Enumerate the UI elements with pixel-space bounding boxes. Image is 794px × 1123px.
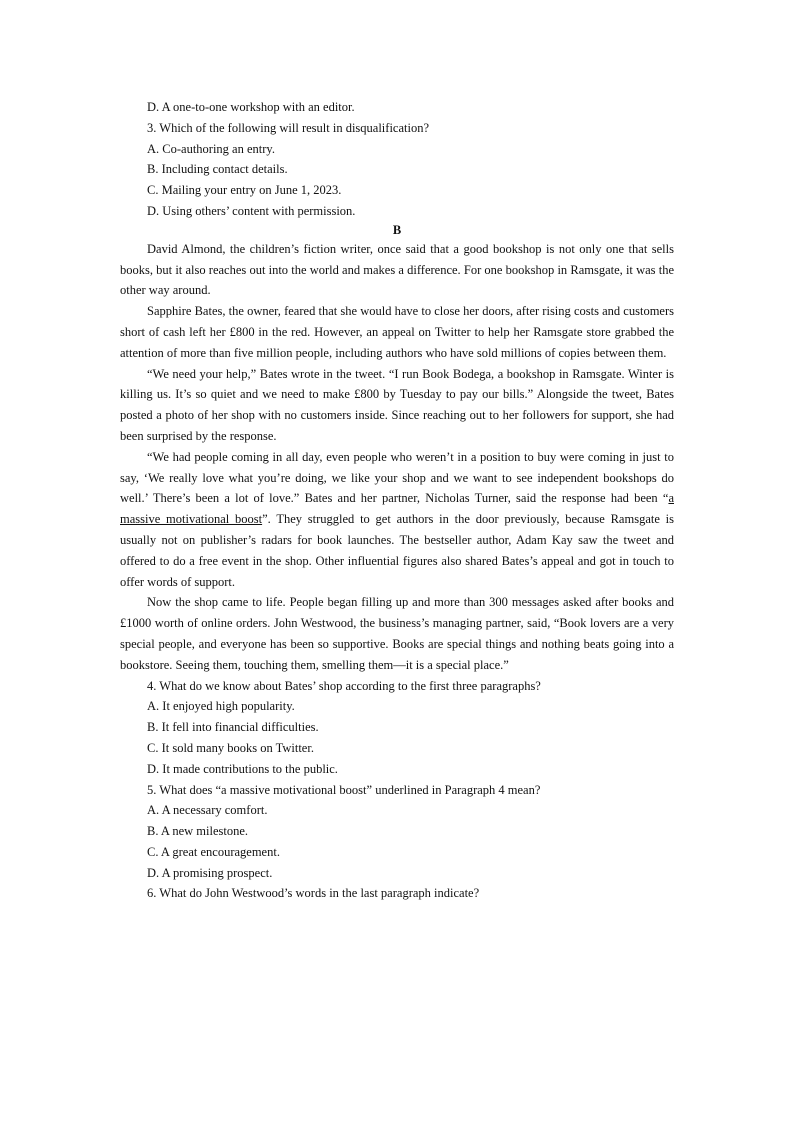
passage-paragraph-2: Sapphire Bates, the owner, feared that she would have to close her doors, after rising costs and customers short of cash left her £800 in the red. However, an appeal on Twitter to help her Ramsgate store grabbed the attention of more than five million people, including authors who have sold millions of copies between them.	[120, 304, 674, 360]
passage-paragraph-3: “We need your help,” Bates wrote in the tweet. “I run Book Bodega, a bookshop in Ramsgate. Winter is killing us. It’s so quiet and we need to make £800 by Tuesday to pay our bills.” Alongside the tweet, Bates posted a photo of her shop with no customers inside. Since reaching out to her followers for support, she had been surprised by the response.	[120, 366, 674, 443]
q4-question: 4. What do we know about Bates’ shop according to the first three paragraphs?	[147, 678, 541, 693]
passage-paragraph-1: David Almond, the children’s fiction writer, once said that a good bookshop is not only one that sells books, but it also reaches out into the world and makes a difference. For one bookshop in Ramsgate, it was the other way around.	[120, 241, 674, 298]
p4-text-after: ”. They struggled to get authors in the door previously, because Ramsgate is usually not on publisher’s radars for book launches. The bestseller author, Adam Kay saw the tweet and offered to do a free event in the shop. Other influential figures also shared Bates’s appeal and got in touch to offer words of support.	[120, 512, 674, 589]
q2-option-d: D. A one-to-one workshop with an editor.	[147, 100, 355, 114]
q3-question: 3. Which of the following will result in disqualification?	[147, 120, 430, 135]
q4-option-d: D. It made contributions to the public.	[147, 761, 338, 776]
q3-option-d: D. Using others’ content with permission.	[147, 203, 356, 218]
q5-option-c: C. A great encouragement.	[147, 844, 280, 859]
p4-text-before: “We had people coming in all day, even people who weren’t in a position to buy were coming in just to say, ‘We really love what you’re doing, we like your shop and we want to see independent bookshops do well.’ There’s been a lot of love.” Bates and her partner, Nicholas Turner, said the response had been “	[120, 449, 674, 506]
q4-option-c: C. It sold many books on Twitter.	[147, 740, 314, 755]
document-page	[120, 97, 674, 904]
passage-paragraph-4	[120, 447, 674, 593]
q5-question: 5. What does “a massive motivational boost” underlined in Paragraph 4 mean?	[147, 782, 541, 797]
q4-option-a: A. It enjoyed high popularity.	[147, 699, 295, 714]
q5-option-d: D. A promising prospect.	[147, 865, 273, 880]
q4-option-b: B. It fell into financial difficulties.	[147, 720, 319, 735]
section-label: B	[392, 222, 402, 237]
q3-option-a: A. Co-authoring an entry.	[147, 141, 275, 156]
underlined-phrase: a massive motivational boost	[120, 491, 674, 527]
q5-option-b: B. A new milestone.	[147, 824, 249, 839]
q3-option-b: B. Including contact details.	[147, 162, 288, 177]
passage-paragraph-5: Now the shop came to life. People began filling up and more than 300 messages asked after books and £1000 worth of online orders. John Westwood, the business’s managing partner, said, “Book lovers are a very special people, and everyone has been so supportive. Books are special things and nothing beats going into a bookstore. Seeing them, touching them, smelling them—it is a special place.”	[120, 595, 674, 672]
q6-question: 6. What do John Westwood’s words in the last paragraph indicate?	[147, 886, 480, 901]
q3-option-c: C. Mailing your entry on June 1, 2023.	[147, 183, 342, 198]
q5-option-a: A. A necessary comfort.	[147, 803, 268, 818]
